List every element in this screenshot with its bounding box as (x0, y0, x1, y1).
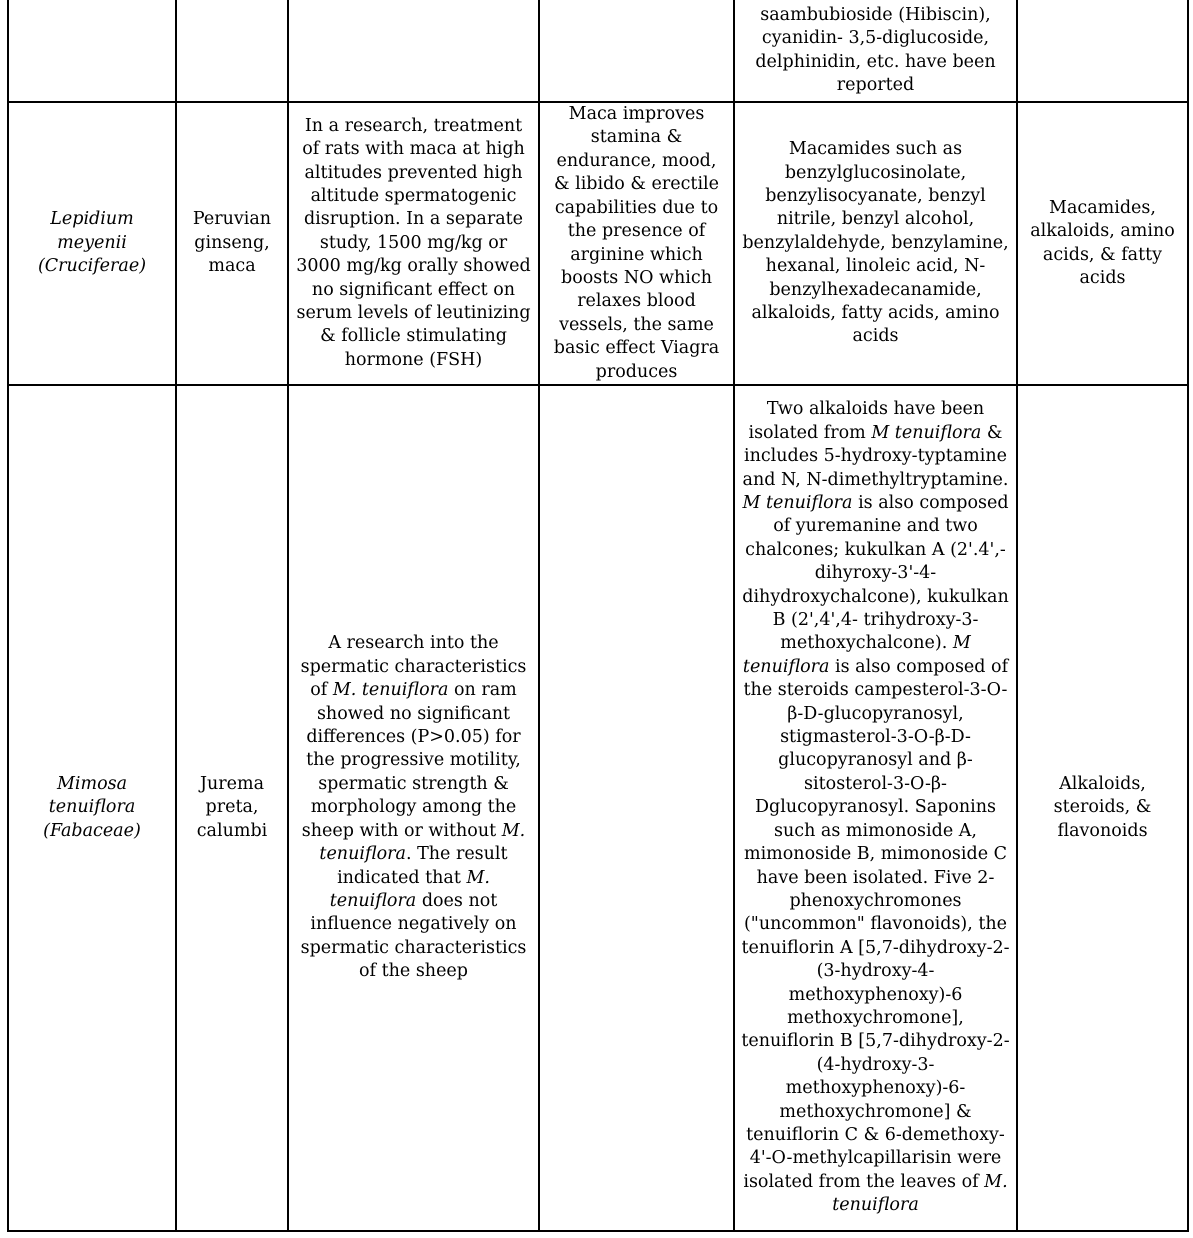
common-name-cell: Jurema preta, calumbi (176, 385, 288, 1231)
species-name: M tenuiflora (742, 633, 971, 677)
species-name: M tenuiflora (871, 422, 982, 443)
compound-classes-cell (1017, 0, 1188, 102)
findings-text: on ram showed no significant differences (P>0.05) for the progressive motility, spermatic strength & morphology among the sheep with or without (301, 680, 521, 841)
common-name-cell: Peruvian ginseng, maca (176, 102, 288, 385)
compounds-text: Two alkaloids have been isolated from (748, 399, 985, 443)
mechanism-cell (539, 0, 734, 102)
plant-compounds-table (7, 0, 1189, 1232)
compounds-detail-cell (734, 385, 1017, 1231)
research-findings-cell: In a research, treatment of rats with maca at high altitudes prevented high altitude spermatogenic disruption. In a separate study, 1500 mg/kg or 3000 mg/kg orally showed no significant effect on serum levels of leutinizing & follicle stimulating hormone (FSH) (288, 102, 539, 385)
mechanism-cell (539, 385, 734, 1231)
table-row (8, 102, 1188, 385)
compound-classes-cell: Alkaloids, steroids, & flavonoids (1017, 385, 1188, 1231)
species-name: M. tenuiflora (319, 820, 526, 865)
compounds-text: is also composed of the steroids campesterol-3-O-β-D-glucopyranosyl, stigmasterol-3-O-β-D-glucopyranosyl and β-sitosterol-3-O-β-Dglucopyranosyl. Saponins such as mimonoside A, mimonoside B, mimonoside C have been isolated. Five 2-phenoxychromones ("uncommon" flavonoids), the tenuiflorin A [5,7-dihydroxy-2-(3-hydroxy-4-methoxyphenoxy)-6 methoxychromone], tenuiflorin B [5,7-dihydroxy-2-(4-hydroxy-3-methoxyphenoxy)-6-methoxychromone] & tenuiflorin C & 6-demethoxy-4'-O-methylcapillarisin were isolated from the leaves of (741, 656, 1010, 1192)
common-name-cell (176, 0, 288, 102)
scientific-name-cell: Lepidium meyenii (Cruciferae) (8, 102, 176, 385)
findings-text: A research into the spermatic characteristics of (300, 633, 527, 701)
research-findings-cell (288, 385, 539, 1231)
compounds-text: & includes 5-hydroxy-typtamine and N, N-dimethyltryptamine. (742, 422, 1009, 490)
findings-text: . The result indicated that (337, 844, 508, 888)
compound-classes-cell: Macamides, alkaloids, amino acids, & fatty acids (1017, 102, 1188, 385)
species-name: M tenuiflora (742, 493, 853, 514)
scientific-name-cell: Mimosa tenuiflora (Fabaceae) (8, 385, 176, 1231)
species-name: M. tenuiflora (332, 680, 449, 701)
table-row (8, 0, 1188, 102)
species-name: M. tenuiflora (832, 1171, 1008, 1216)
research-findings-cell (288, 0, 539, 102)
mechanism-cell: Maca improves stamina & endurance, mood, & libido & erectile capabilities due to the presence of arginine which boosts NO which relaxes blood vessels, the same basic effect Viagra produces (539, 102, 734, 385)
compounds-detail-cell: saambubioside (Hibiscin), cyanidin- 3,5-diglucoside, delphinidin, etc. have been reported (734, 0, 1017, 102)
table-row (8, 385, 1188, 1231)
species-name: M. tenuiflora (329, 867, 490, 911)
findings-text: does not influence negatively on spermatic characteristics of the sheep (300, 890, 527, 982)
compounds-detail-cell: Macamides such as benzylglucosinolate, benzylisocyanate, benzyl nitrile, benzyl alcohol, benzylaldehyde, benzylamine, hexanal, linoleic acid, N-benzylhexadecanamide, alkaloids, fatty acids, amino acids (734, 102, 1017, 385)
compounds-text: is also composed of yuremanine and two chalcones; kukulkan A (2'.4',-dihyroxy-3'-4-dihydroxychalcone), kukulkan B (2',4',4- trihydroxy-3-methoxychalcone). (742, 493, 1009, 654)
scientific-name-cell (8, 0, 176, 102)
